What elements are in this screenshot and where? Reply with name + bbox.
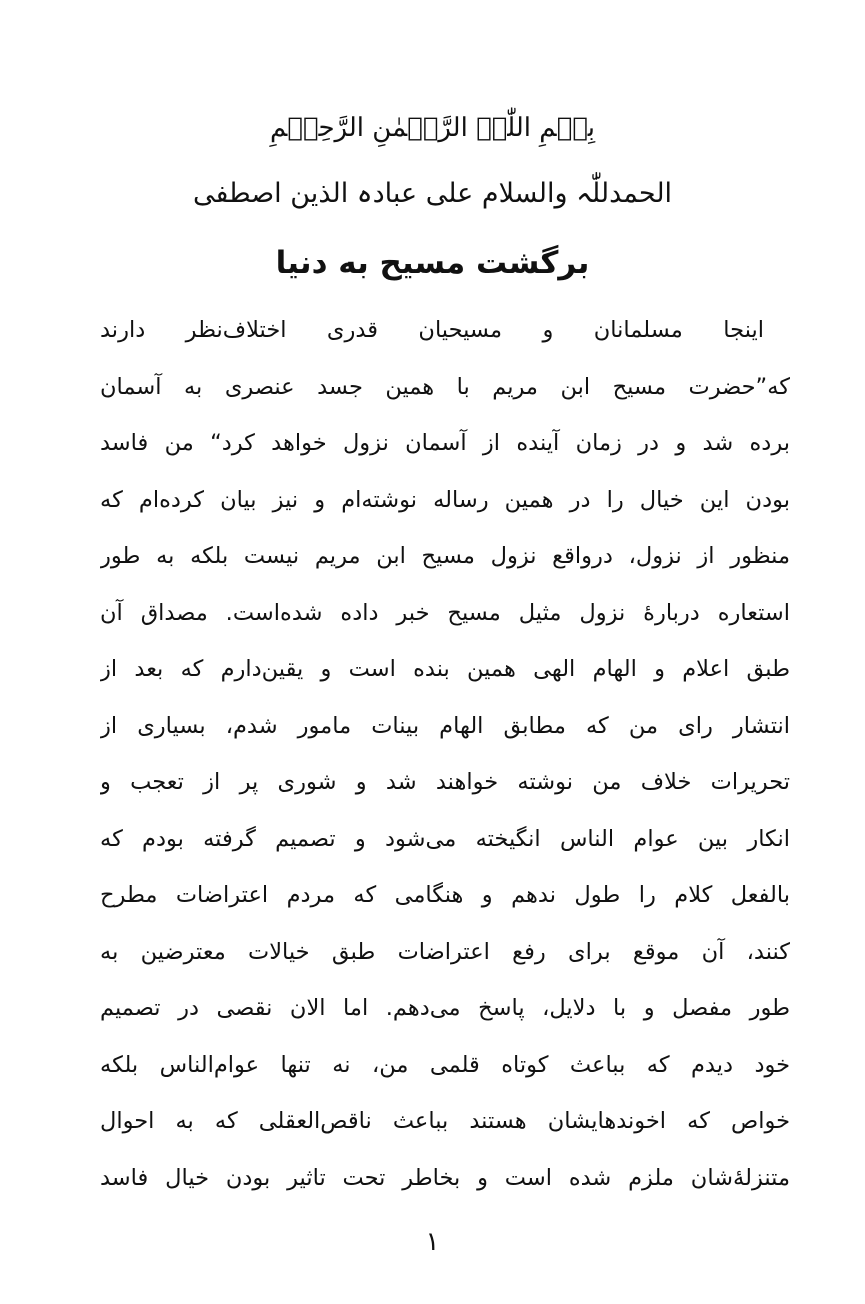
body-line: تحریرات خلاف من نوشته خواهند شد و شوری پر از تعجب و: [100, 769, 790, 795]
page-title: برگشت مسیح به دنیا: [275, 245, 590, 281]
bismillah-heading: بِسۡمِ اللّٰہِ الرَّحۡمٰنِ الرَّحِیۡمِ: [269, 113, 596, 143]
body-line: برده شد و در زمان آینده از آسمان نزول خواهد کرد“ من فاسد: [100, 430, 790, 456]
body-line: بودن این خیال را در همین رساله نوشته‌ام و نیز بیان کرده‌ام که: [100, 486, 790, 513]
body-paragraph: [100, 302, 790, 1206]
body-line: کنند، آن موقع برای رفع اعتراضات طبق خیالات معترضین به: [100, 938, 790, 965]
body-line: خواص که اخوندهایشان هستند بباعث ناقص‌العقلی که به احوال: [100, 1108, 790, 1134]
body-line: منظور از نزول، درواقع نزول مسیح ابن مریم نیست بلکه به طور: [100, 543, 790, 569]
body-line: انکار بین عوام الناس انگیخته می‌شود و تصمیم گرفته بودم که: [100, 825, 790, 852]
body-line: خود دیدم که بباعث کوتاه قلمی من، نه تنها عوام‌الناس بلکه: [100, 1051, 790, 1078]
page-number: ١: [425, 1227, 440, 1257]
body-line: بالفعل کلام را طول ندهم و هنگامی که مردم اعتراضات مطرح: [100, 882, 790, 908]
body-line: انتشار رای من که مطابق الهام بینات مامور شدم، بسیاری از: [100, 712, 790, 739]
body-line: طور مفصل و با دلایل، پاسخ می‌دهم. اما الان نقصی در تصمیم: [100, 995, 790, 1021]
body-line: طبق اعلام و الهام الهی همین بنده است و یقین‌دارم که بعد از: [100, 656, 790, 682]
salutation-line: الحمدللّٰہ والسلام علی عبادہ الذین اصطفی: [192, 178, 673, 209]
body-line: متنزلۀشان ملزم شده است و بخاطر تحت تاثیر بودن خیال فاسد: [100, 1164, 790, 1191]
body-line: اینجا مسلمانان و مسیحیان قدری اختلاف‌نظر دارند: [100, 317, 764, 343]
body-line: استعاره دربارۀ نزول مثیل مسیح خبر داده شده‌است. مصداق آن: [100, 599, 790, 626]
body-line: که”حضرت مسیح ابن مریم با همین جسد عنصری به آسمان: [100, 373, 790, 400]
